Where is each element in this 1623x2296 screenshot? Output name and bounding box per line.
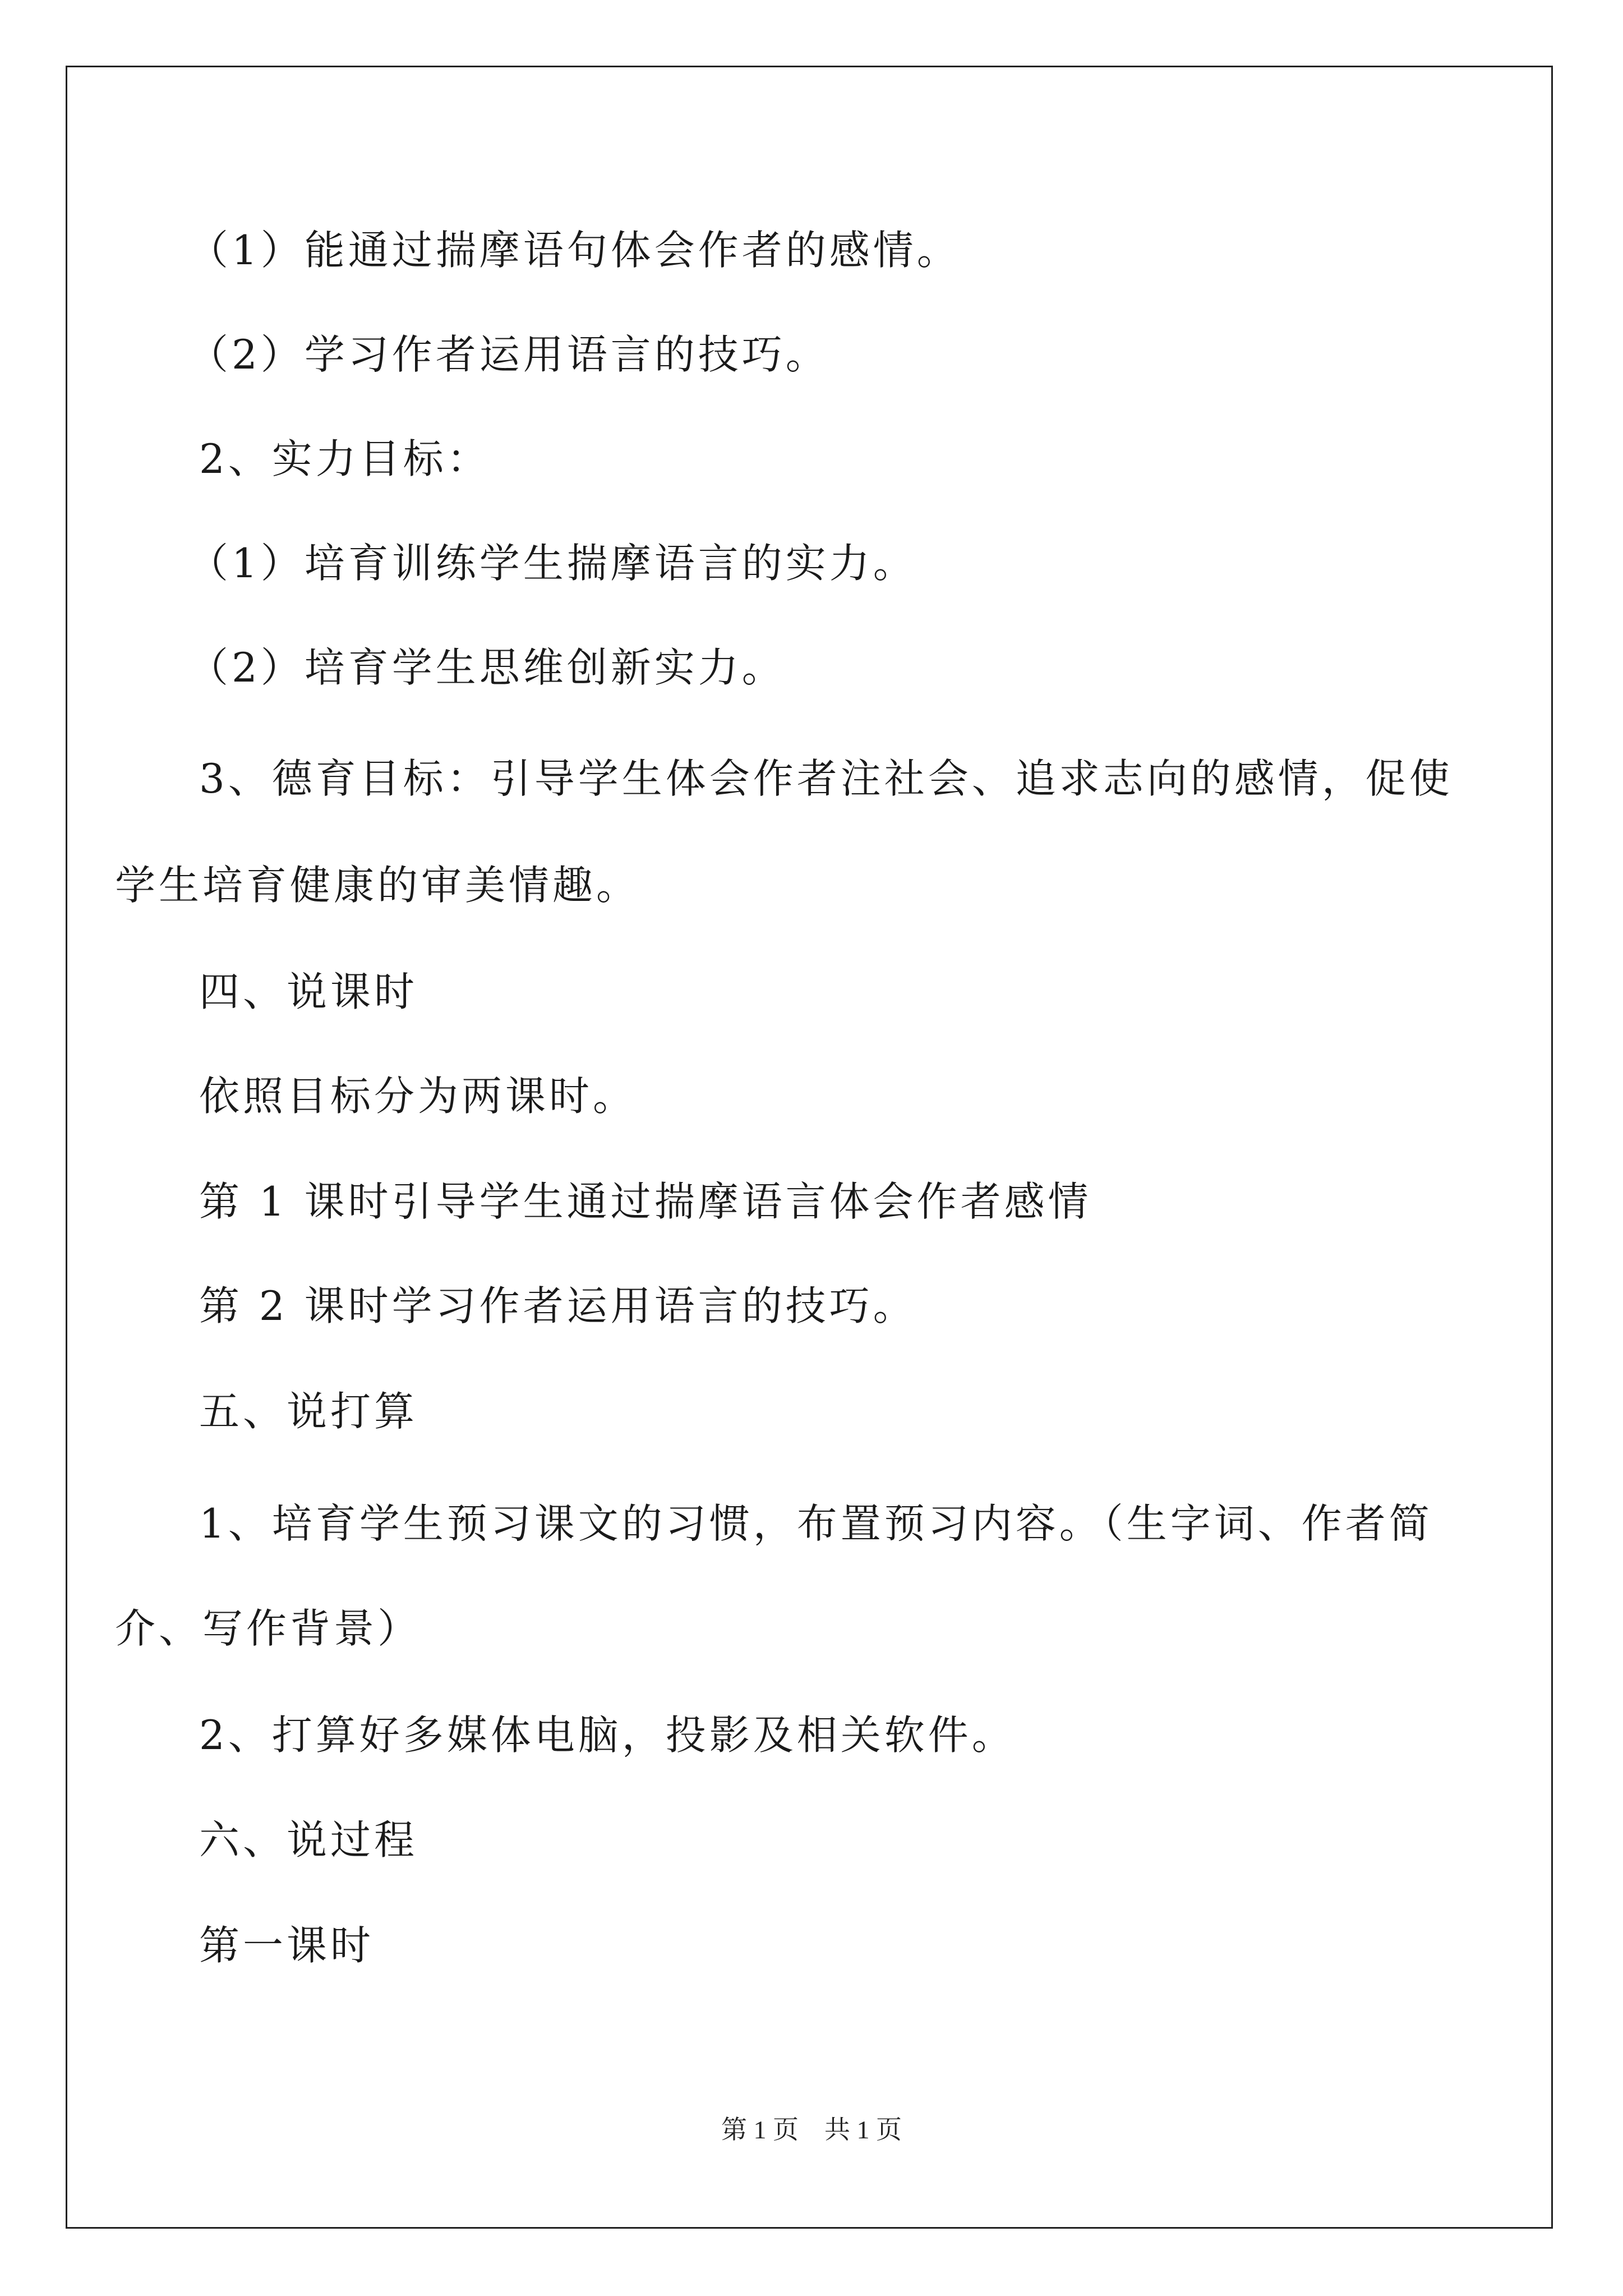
text-line: （1）能通过揣摩语句体会作者的感情。 <box>188 227 961 274</box>
text-line: 第 2 课时学习作者运用语言的技巧。 <box>199 1282 917 1329</box>
text-line: 第一课时 <box>199 1922 375 1969</box>
text-line: 依照目标分为两课时。 <box>199 1073 637 1120</box>
text-line: （2）培育学生思维创新实力。 <box>188 644 786 691</box>
text-line: 学生培育健康的审美情趣。 <box>115 862 640 909</box>
text-line: （2）学习作者运用语言的技巧。 <box>188 331 829 378</box>
text-line: 1、培育学生预习课文的习惯，布置预习内容。（生字词、作者简 <box>199 1500 1433 1547</box>
page-border <box>66 66 1553 2229</box>
text-line: 2、打算好多媒体电脑，投影及相关软件。 <box>199 1711 1016 1759</box>
text-line: 第 1 课时引导学生通过揣摩语言体会作者感情 <box>199 1178 1092 1225</box>
section-heading: 六、说过程 <box>199 1816 418 1864</box>
text-line: （1）培育训练学生揣摩语言的实力。 <box>188 540 917 587</box>
section-heading: 四、说课时 <box>199 968 418 1015</box>
text-line: 介、写作背景） <box>115 1605 422 1652</box>
section-heading: 五、说打算 <box>199 1388 418 1435</box>
text-line: 3、德育目标：引导学生体会作者注社会、追求志向的感情，促使 <box>199 755 1453 802</box>
page-footer: 第 1 页 共 1 页 <box>721 2115 902 2144</box>
text-line: 2、实力目标： <box>199 435 491 482</box>
